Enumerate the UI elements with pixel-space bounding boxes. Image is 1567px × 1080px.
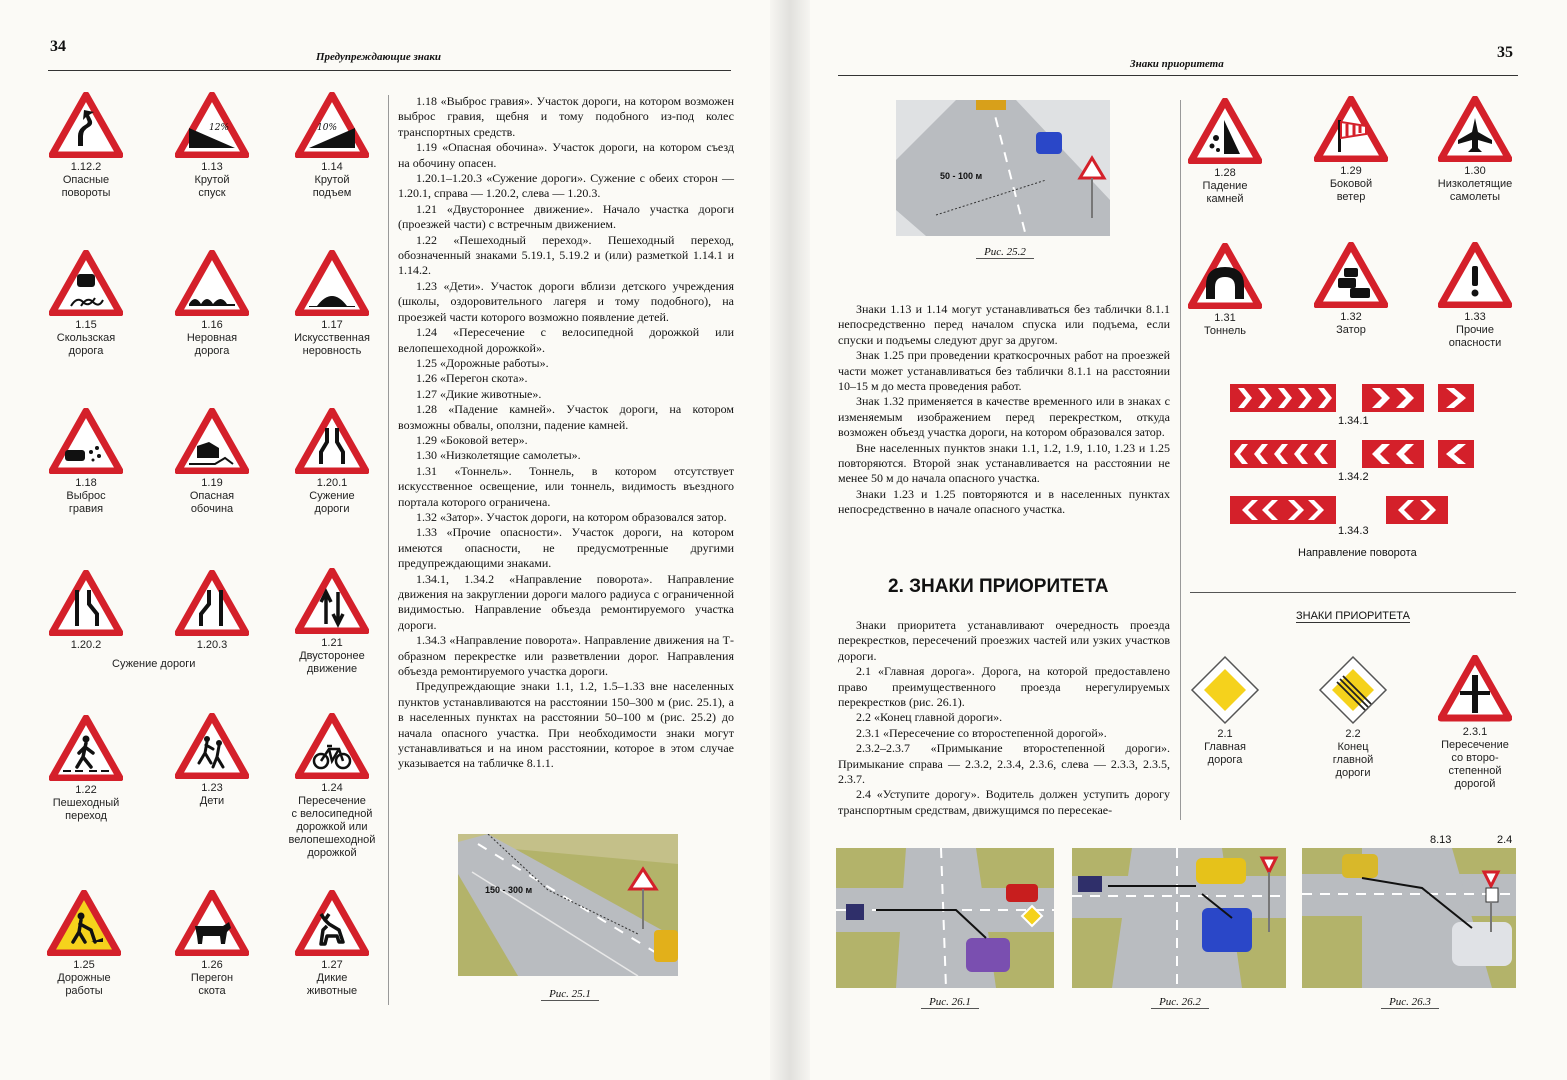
sign-1-15 — [38, 250, 134, 358]
column-divider — [388, 95, 389, 1005]
sign-inner-label: 10% — [317, 123, 338, 133]
chevron-left-plates-icon — [1230, 440, 1480, 468]
priority-rule — [1190, 592, 1516, 593]
sign-code: 1.25 — [73, 959, 95, 971]
paragraph: 2.4 «Уступите дорогу». Водитель должен уступить дорогу транспортным средствам, движущимся по пересекае- — [838, 787, 1170, 817]
paragraph: 2.2 «Конец главной дороги». — [856, 710, 1003, 725]
sign-caption: Сужение дороги — [309, 490, 355, 515]
paragraph: 1.27 «Дикие животные». — [416, 386, 542, 401]
sign-caption: Выброс гравия — [66, 490, 106, 515]
sign-code: 1.20.2 — [70, 639, 102, 651]
figure-26-2-image — [1072, 848, 1286, 988]
sign-1-28 — [1180, 98, 1270, 206]
running-head: Знаки приоритета — [1130, 58, 1224, 70]
narrowing-group-caption: Сужение дороги — [112, 658, 196, 670]
figure-26-3-label-b: 2.4 — [1497, 834, 1513, 846]
sign-code: 1.14 — [321, 161, 343, 173]
paragraph: 1.18 «Выброс гравия». Участок дороги, на котором возможен выброс гравия, щебня и тому подобного из-под колес транспортных средств. — [398, 94, 734, 139]
sign-caption: Прочие опасности — [1448, 324, 1502, 349]
sign-caption: Дети — [199, 795, 225, 807]
chevron-right-plates-icon — [1230, 384, 1480, 412]
paragraph: 1.33 «Прочие опасности». Участок дороги, на котором имеются опасности, не предусмотренные другими предупреждающими знаками. — [398, 525, 734, 571]
sign-code: 1.26 — [201, 959, 223, 971]
paragraph: Знаки приоритета устанавливают очередность проезда перекрестков, пересечений проезжих частей или узких участков дороги. — [838, 618, 1170, 663]
figure-26-3-caption — [1360, 996, 1460, 1008]
figure-25-2-caption — [955, 246, 1055, 258]
caption-text: Рис. 25.1 — [541, 988, 599, 1001]
figure-26-3-label-a: 8.13 — [1430, 834, 1452, 846]
chevron-plates-1-34-2 — [1230, 440, 1480, 473]
sign-1-20-2 — [38, 570, 134, 652]
sign-1-30 — [1430, 96, 1520, 204]
header-rule — [48, 70, 731, 71]
warning-speed-bump-icon — [295, 250, 369, 316]
sign-2-1 — [1180, 655, 1270, 767]
sign-1-29 — [1306, 96, 1396, 204]
caption-text: Рис. 25.2 — [976, 246, 1034, 259]
running-head: Предупреждающие знаки — [316, 51, 442, 63]
sign-code: 2.1 — [1217, 728, 1233, 740]
paragraph: 1.29 «Боковой ветер». — [416, 432, 528, 447]
figure-26-2-caption — [1130, 996, 1230, 1008]
sign-code: 1.23 — [201, 782, 223, 794]
main-road-icon — [1190, 655, 1260, 725]
paragraph: 1.21 «Двустороннее движение». Начало участка дороги (проезжей части) с встречным движением. — [398, 201, 734, 232]
sign-1-20-3 — [164, 570, 260, 652]
warning-bicycle-icon — [295, 713, 369, 779]
warning-two-way-traffic-icon — [295, 568, 369, 634]
paragraph: 1.23 «Дети». Участок дороги вблизи детского учреждения (школы, оздоровительного лагеря и тому подобного), на проезжей части которого возможно появление детей. — [398, 278, 734, 324]
chevron-code-1: 1.34.1 — [1338, 415, 1369, 427]
sign-1-31 — [1180, 243, 1270, 338]
warning-steep-ascent-icon — [295, 92, 369, 158]
right-page — [790, 0, 1567, 1080]
paragraph: 2.3.2–2.3.7 «Примыкание второстепенной дороги». Примыкание справа — 2.3.2, 2.3.4, 2.3.6, слева — 2.3.3, 2.3.5, 2.3.7. — [838, 741, 1170, 787]
sign-code: 1.30 — [1464, 165, 1486, 177]
sign-1-13 — [164, 92, 260, 200]
figure-26-3-image — [1302, 848, 1516, 988]
sign-code: 1.33 — [1464, 311, 1486, 323]
warning-road-narrows-icon — [295, 408, 369, 474]
sign-caption: Низколетящие самолеты — [1437, 178, 1513, 203]
sign-1-25 — [36, 890, 132, 998]
sign-1-24 — [284, 713, 380, 860]
chevron-code-2: 1.34.2 — [1338, 471, 1369, 483]
header-rule — [838, 75, 1518, 76]
sign-1-17 — [284, 250, 380, 358]
sign-code: 1.24 — [321, 782, 343, 794]
sign-code: 1.20.3 — [196, 639, 228, 651]
sign-code: 1.29 — [1340, 165, 1362, 177]
sign-code: 1.12.2 — [70, 161, 102, 173]
paragraph: 1.25 «Дорожные работы». — [416, 355, 549, 370]
sign-code: 2.2 — [1345, 728, 1361, 740]
warning-uneven-road-icon — [175, 250, 249, 316]
chevron-caption: Направление поворота — [1298, 547, 1417, 559]
paragraph: Предупреждающие знаки 1.1, 1.2, 1.5–1.33 вне населенных пунктов устанавливаются на расстоянии 150–300 м (рис. 25.1), а в населенных пунктах на расстоянии 50–100 м (рис. 25.2) до начала опасного участка. При необходимости знаки могут устанавливаться и на ином расстоянии, которое в этом случае указывается на табличке 8.1.1. — [398, 679, 734, 771]
sign-caption: Опасная обочина — [189, 490, 235, 515]
sign-1-26 — [164, 890, 260, 998]
paragraph: 1.26 «Перегон скота». — [416, 371, 528, 386]
sign-caption: Падение камней — [1202, 180, 1248, 205]
sign-caption: Скользская дорога — [56, 332, 116, 357]
caption-text: Рис. 26.1 — [921, 996, 979, 1009]
warning-low-aircraft-icon — [1438, 96, 1512, 162]
paragraph: Знак 1.32 применяется в качестве временного или в знаках с изменяемым изображением перед перекрестком, откуда возможен объезд участка дороги, на котором образовался затор. — [838, 394, 1170, 440]
caption-text: Рис. 26.3 — [1381, 996, 1439, 1009]
figure-26-1-caption — [900, 996, 1000, 1008]
sign-caption: Дикие животные — [306, 972, 358, 997]
sign-1-27 — [284, 890, 380, 998]
sign-caption: Опасные повороты — [61, 174, 111, 199]
warning-road-narrows-right-icon — [49, 570, 123, 636]
priority-heading: ЗНАКИ ПРИОРИТЕТА — [1296, 610, 1410, 622]
warning-curves-icon — [49, 92, 123, 158]
sign-caption: Главная дорога — [1204, 741, 1246, 766]
paragraph: Вне населенных пунктов знаки 1.1, 1.2, 1.9, 1.10, 1.23 и 1.25 повторяются. Второй знак устанавливается на расстоянии не менее 50 м до начала опасного участка. — [838, 440, 1170, 486]
sign-code: 1.15 — [75, 319, 97, 331]
sign-code: 1.13 — [201, 161, 223, 173]
sign-caption: Крутой подъем — [312, 174, 352, 199]
chevron-both-plates-icon — [1230, 496, 1480, 524]
paragraph: 2.3.1 «Пересечение со второстепенной дорогой». — [856, 725, 1107, 740]
crossing-minor-road-icon — [1438, 655, 1512, 723]
figure-25-2-image — [896, 100, 1110, 236]
sign-2-2 — [1308, 655, 1398, 780]
sign-inner-label: 12% — [209, 123, 230, 133]
paragraph: 1.30 «Низколетящие самолеты». — [416, 448, 581, 463]
sign-code: 1.16 — [201, 319, 223, 331]
paragraph: 1.28 «Падение камней». Участок дороги, на котором возможны обвалы, оползни, падение камней. — [398, 402, 734, 432]
sign-code: 2.3.1 — [1462, 726, 1488, 738]
figure-25-1-distance: 150 - 300 м — [485, 885, 533, 895]
sign-caption: Искусственная неровность — [294, 332, 370, 357]
sign-code: 1.31 — [1214, 312, 1236, 324]
sign-caption: Тоннель — [1203, 325, 1247, 337]
paragraph: 1.32 «Затор». Участок дороги, на котором образовался затор. — [416, 509, 727, 524]
figure-26-1-image — [836, 848, 1054, 988]
sign-1-22 — [38, 715, 134, 823]
sign-code: 1.28 — [1214, 167, 1236, 179]
sign-code: 1.18 — [75, 477, 97, 489]
sign-1-16 — [164, 250, 260, 358]
warning-traffic-jam-icon — [1314, 242, 1388, 308]
paragraph: 1.34.3 «Направление поворота». Направление движения на Т-образном перекрестке или разветвлении дорог. Направления объезда ремонтируемого участка дороги. — [398, 633, 734, 679]
page-number: 34 — [50, 38, 66, 55]
sign-code: 1.20.1 — [316, 477, 348, 489]
paragraph: 1.19 «Опасная обочина». Участок дороги, на котором съезд на обочину опасен. — [398, 140, 734, 170]
sign-caption: Крутой спуск — [194, 174, 230, 199]
warning-slippery-road-icon — [49, 250, 123, 316]
sign-code: 1.22 — [75, 784, 97, 796]
sign-1-18 — [38, 408, 134, 516]
figure-25-2-distance: 50 - 100 м — [940, 171, 983, 181]
sign-caption: Боковой ветер — [1329, 178, 1373, 203]
sign-code: 1.21 — [321, 637, 343, 649]
sign-1-14 — [284, 92, 380, 200]
sign-caption: Пешеходный переход — [52, 797, 120, 822]
section-title: 2. ЗНАКИ ПРИОРИТЕТА — [888, 576, 1109, 597]
paragraph: 1.34.1, 1.34.2 «Направление поворота». Направление движения на закруглении дороги малого радиуса с ограниченной видимостью. Направление объезда ремонтируемого участка дороги. — [398, 571, 734, 632]
paragraph: 2.1 «Главная дорога». Дорога, на которой предоставлено право преимущественного проезда нерегулируемых перекрестков (рис. 26.1). — [838, 664, 1170, 710]
paragraph: 1.20.1–1.20.3 «Сужение дороги». Сужение с обеих сторон — 1.20.1, справа — 1.20.2, слева — 1.20.3. — [398, 171, 734, 201]
sign-caption: Перегон скота — [190, 972, 234, 997]
warning-other-dangers-icon — [1438, 242, 1512, 308]
warning-tunnel-icon — [1188, 243, 1262, 309]
sign-1-12-2 — [38, 92, 134, 200]
paragraph: 1.31 «Тоннель». Тоннель, в котором отсутствует искусственное освещение, или тоннель, видимость въездного портала которого ограничена. — [398, 463, 734, 509]
sign-1-32 — [1306, 242, 1396, 337]
body-text-right — [838, 302, 1170, 518]
paragraph: Знаки 1.13 и 1.14 могут устанавливаться без таблички 8.1.1 непосредственно перед началом спуска или подъема, если спуски и подъемы следуют друг за другом. — [838, 302, 1170, 347]
warning-cattle-icon — [175, 890, 249, 956]
sign-2-3-1 — [1430, 655, 1520, 791]
section-body-text — [838, 618, 1170, 818]
figure-25-1-image — [458, 834, 678, 976]
warning-side-wind-icon — [1314, 96, 1388, 162]
paragraph: 1.22 «Пешеходный переход». Пешеходный переход, обозначенный знаками 5.19.1, 5.19.2 и (или) разметкой 1.14.1 и 1.14.2. — [398, 232, 734, 278]
caption-text: Рис. 26.2 — [1151, 996, 1209, 1009]
sign-code: 1.32 — [1340, 311, 1362, 323]
warning-falling-rocks-icon — [1188, 98, 1262, 164]
sign-1-33 — [1430, 242, 1520, 350]
warning-road-narrows-left-icon — [175, 570, 249, 636]
chevron-code-3: 1.34.3 — [1338, 525, 1369, 537]
warning-dangerous-shoulder-icon — [175, 408, 249, 474]
paragraph: Знаки 1.23 и 1.25 повторяются и в населенных пунктах непосредственно в начале опасного участка. — [838, 486, 1170, 517]
paragraph: Знак 1.25 при проведении краткосрочных работ на проезжей части может устанавливаться без таблички 8.1.1 на расстоянии 10–15 м до места проведения работ. — [838, 348, 1170, 394]
warning-wild-animals-icon — [295, 890, 369, 956]
end-main-road-icon — [1318, 655, 1388, 725]
sign-1-21 — [284, 568, 380, 676]
sign-1-23 — [164, 713, 260, 808]
sign-caption: Пересечение со второ- степенной дорогой — [1441, 739, 1509, 790]
sign-1-20-1 — [284, 408, 380, 516]
left-page — [0, 0, 780, 1080]
warning-gravel-icon — [49, 408, 123, 474]
sign-caption: Конец главной дороги — [1332, 741, 1374, 779]
sign-code: 1.17 — [321, 319, 343, 331]
warning-children-icon — [175, 713, 249, 779]
sign-code: 1.19 — [201, 477, 223, 489]
sign-caption: Пересечение с велосипедной дорожкой или велопешеходной дорожкой — [288, 795, 376, 859]
warning-pedestrian-crossing-icon — [49, 715, 123, 781]
sign-caption: Двусторонее движение — [299, 650, 365, 675]
body-text-left — [398, 94, 734, 772]
sign-code: 1.27 — [321, 959, 343, 971]
sign-1-19 — [164, 408, 260, 516]
sign-caption: Дорожные работы — [57, 972, 111, 997]
sign-caption: Затор — [1336, 324, 1366, 336]
warning-road-works-icon — [47, 890, 121, 956]
sign-caption: Неровная дорога — [186, 332, 238, 357]
page-number: 35 — [1497, 44, 1513, 61]
paragraph: 1.24 «Пересечение с велосипедной дорожкой или велопешеходной дорожкой». — [398, 325, 734, 355]
chevron-plates-1-34-1 — [1230, 384, 1480, 417]
figure-25-1-caption — [520, 988, 620, 1000]
warning-steep-descent-icon — [175, 92, 249, 158]
